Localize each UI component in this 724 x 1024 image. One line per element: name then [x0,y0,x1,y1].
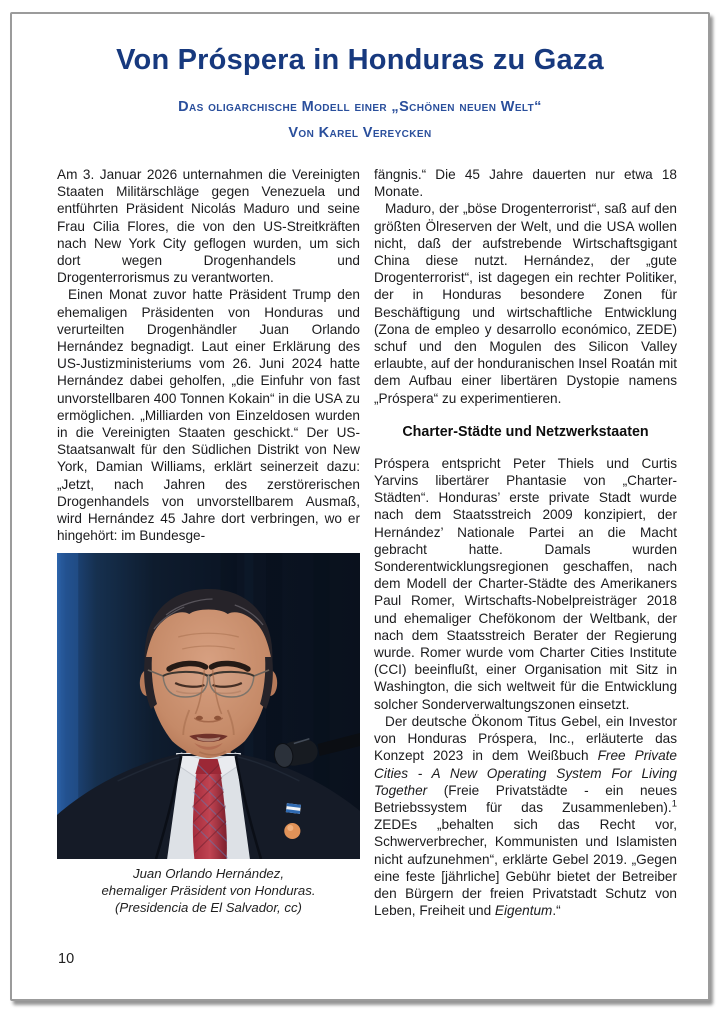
article-subtitle: Das oligarchische Modell einer „Schönen neuen Welt“ [178,99,542,115]
left-column-text [57,166,360,544]
figure-caption-line: ehemaliger Präsident von Honduras. [101,883,316,899]
document-page [10,12,710,1001]
paragraph: Der deutsche Ökonom Titus Gebel, ein Investor von Honduras Próspera, Inc., erläuterte das Konzept 2023 in dem Weißbuch Free Private Cities - A New Operating System For Living Together (Freie Privatstädte - ein neues Betriebssystem für das Zusammenleben).$^1$ ZEDEs „behalten sich das Recht vor, Schwerverbrecher, Kommunisten und Islamisten nicht aufzunehmen“, erklärte Gebel 2019. „Gegen eine feste [jährliche] Gebühr bietet der Betreiber den Bürgern der freien Privatstadt Schutz von Leben, Freiheit und Eigentum.“ [374,713,677,919]
honduras-flag-pin [286,804,301,815]
article-body [12,141,708,919]
figure-caption [57,866,360,916]
portrait-figure [57,553,360,916]
article-title: Von Próspera in Honduras zu Gaza [116,44,604,76]
page-number: 10 [58,951,75,967]
paragraph: Maduro, der „böse Drogenterrorist“, saß auf den größten Ölreserven der Welt, und die USA wollen nicht, daß der aufstrebende Wirtschaftsgigant China diese nutzt. Hernández, der „gute Drogenterrorist“, ist dagegen ein rechter Politiker, der in Honduras besondere Zonen für Beschäftigung und wirtschaftliche Entwicklung (Zona de empleo y desarrollo económico, ZEDE) schuf und den Mogulen des Silicon Valley erlaubte, auf der honduranischen Insel Roatán mit dem Aufbau einer libertären Dystopie namens „Próspera“ zu experimentieren. [374,201,677,406]
figure-caption-line: Juan Orlando Hernández, [132,866,285,882]
section-heading: Charter-Städte und Netzwerkstaaten [402,423,649,440]
paragraph: Am 3. Januar 2026 unternahmen die Vereinigten Staaten Militärschläge gegen Venezuela und entführten Präsident Nicolás Maduro und seine Frau Cilia Flores, die von den US-Streitkräften nach New York City geflogen wurden, um sich dort wegen Drogenhandels und Drogenterrorismus zu verantworten. [57,167,360,286]
right-column [374,166,677,919]
paragraph: fängnis.“ Die 45 Jahre dauerten nur etwa 18 Monate. [374,167,677,200]
article-byline: Von Karel Vereycken [288,125,432,141]
portrait-photo [57,553,360,859]
paragraph: Einen Monat zuvor hatte Präsident Trump den ehemaligen Präsidenten von Honduras und verurteilten Drogenhändler Juan Orlando Hernández begnadigt. Laut einer Erklärung des US-Justizministeriums vom 26. Juni 2024 hatte Hernández dabei geholfen, „die Einfuhr von fast unvorstellbaren 400 Tonnen Kokain“ in die USA zu ermöglichen. „Milliarden von Einzeldosen wurden in die Vereinigten Staaten geschickt.“ Der US-Staatsanwalt für den Südlichen Distrikt von New York, Damian Williams, erklärt seinerzeit dazu: „Jetzt, nach Jahren des zerstörerischen Drogenhandels von unvorstellbarem Ausmaß, wird Hernández 45 Jahre dort verbringen, wo er hingehört: im Bundesge- [57,287,360,544]
figure-caption-line: (Presidencia de El Salvador, cc) [115,899,302,915]
left-column [57,166,360,919]
round-pin [284,823,300,839]
right-column-text [374,166,677,919]
paragraph: Próspera entspricht Peter Thiels und Curtis Yarvins libertärer Phantasie von „Charter-Städten“. Honduras’ erste private Stadt wurde nach dem Staatsstreich 2009 konzipiert, der Hernández’ Nationale Partei an die Macht gebracht hatte. Damals wurden Sonderentwicklungsregionen geschaffen, nach dem Modell der Charter-Städte des Amerikaners Paul Romer, Wirtschafts-Nobelpreisträger 2018 und ehemaliger Chefökonom der Weltbank, der nach dem Staatsstreich Berater der Regierung wurde. Romer wurde vom Charter Cities Institute (CCI) beeinflußt, einer Organisation mit Sitz in Washington, die sich weltweit für die Entwicklung solcher Sonderverwaltungszonen einsetzt. [374,455,677,712]
